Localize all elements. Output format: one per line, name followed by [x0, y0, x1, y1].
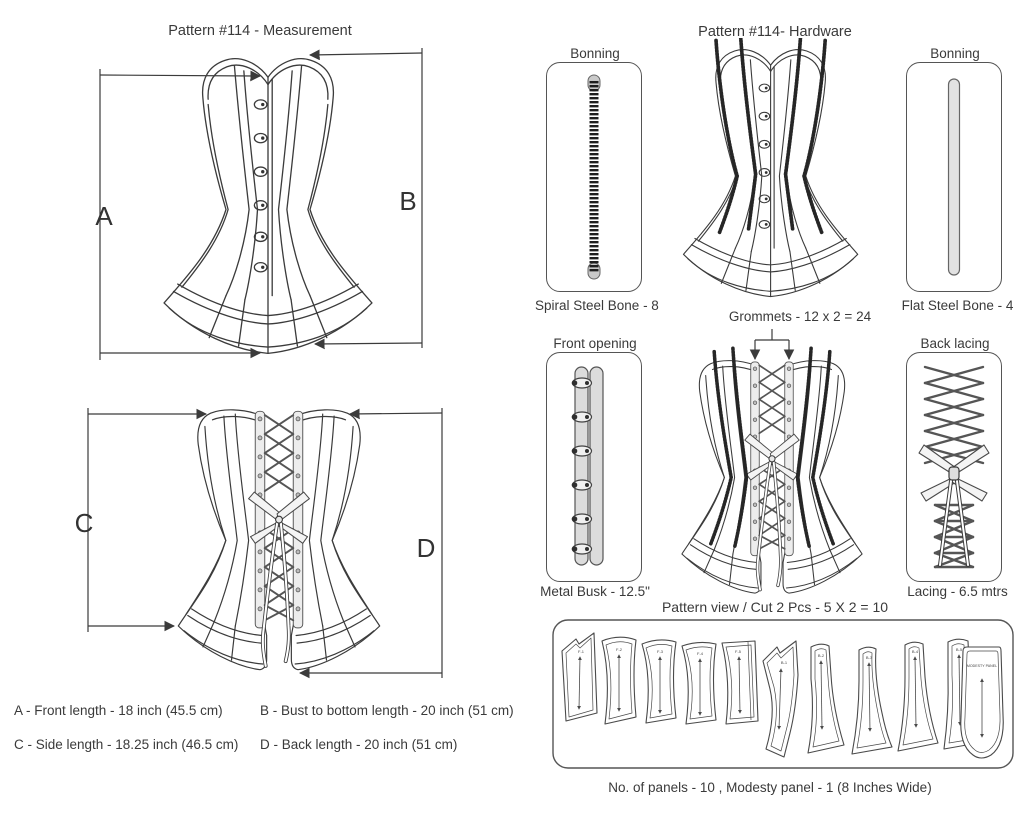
back-lacing-caption: Lacing - 6.5 mtrs	[907, 584, 1008, 599]
dimension-c	[88, 408, 206, 632]
svg-text:F-3: F-3	[657, 649, 663, 654]
back-lacing-icon	[907, 353, 1001, 581]
back-view-hardware-drawing	[652, 326, 907, 608]
flat-steel-bone-icon	[907, 63, 1001, 291]
note-front-length: A - Front length - 18 inch (45.5 cm)	[14, 703, 223, 718]
hardware-title: Pattern #114- Hardware	[698, 24, 852, 40]
back-lacing-box	[906, 352, 1002, 582]
grommets-pointer-bracket	[755, 329, 789, 359]
pattern-piece	[602, 637, 636, 724]
modesty-panel-label: MODESTY PANEL	[966, 664, 998, 668]
front-opening-box-label: Front opening	[553, 336, 637, 351]
spiral-bone-box	[546, 62, 642, 292]
back-view-measurement-drawing	[50, 382, 465, 690]
note-side-length: C - Side length - 18.25 inch (46.5 cm)	[14, 737, 239, 752]
flat-bone-caption: Flat Steel Bone - 4	[901, 298, 1014, 313]
metal-busk-caption: Metal Busk - 12.5"	[540, 584, 650, 599]
svg-text:B-5: B-5	[955, 647, 963, 652]
metal-busk-icon	[547, 353, 641, 581]
dim-letter-d: D	[416, 533, 436, 563]
front-view-hardware-drawing	[655, 38, 905, 312]
flat-bone-box-label: Bonning	[930, 46, 980, 61]
svg-text:F-1: F-1	[578, 649, 584, 654]
svg-text:B-2: B-2	[817, 653, 825, 658]
svg-text:F-2: F-2	[616, 647, 622, 652]
pattern-caption: No. of panels - 10 , Modesty panel - 1 (8 Inches Wide)	[608, 780, 932, 795]
note-back-length: D - Back length - 20 inch (51 cm)	[260, 737, 458, 752]
svg-text:B-1: B-1	[780, 660, 788, 665]
back-lacing-box-label: Back lacing	[920, 336, 990, 351]
pattern-piece	[722, 641, 758, 724]
pattern-pieces-drawing	[550, 617, 1016, 773]
spiral-bone-caption: Spiral Steel Bone - 8	[535, 298, 659, 313]
svg-text:F-4: F-4	[697, 651, 703, 656]
spiral-bone-box-label: Bonning	[570, 46, 620, 61]
svg-text:F-5: F-5	[735, 649, 741, 654]
dim-letter-b: B	[399, 186, 417, 216]
dim-letter-c: C	[74, 508, 94, 538]
grommets-label: Grommets - 12 x 2 = 24	[728, 309, 872, 324]
spiral-steel-bone-icon	[547, 63, 641, 291]
front-view-measurement-drawing	[60, 42, 460, 377]
dim-letter-a: A	[95, 201, 113, 231]
flat-bone-box	[906, 62, 1002, 292]
svg-text:B-3: B-3	[865, 655, 873, 660]
note-bust-length: B - Bust to bottom length - 20 inch (51 cm)	[260, 703, 514, 718]
pattern-view-title: Pattern view / Cut 2 Pcs - 5 X 2 = 10	[661, 599, 889, 615]
metal-busk-box	[546, 352, 642, 582]
svg-text:B-4: B-4	[911, 649, 919, 654]
pattern-piece	[562, 633, 597, 721]
modesty-panel-piece	[961, 647, 1004, 758]
measurement-title: Pattern #114 - Measurement	[168, 23, 352, 39]
